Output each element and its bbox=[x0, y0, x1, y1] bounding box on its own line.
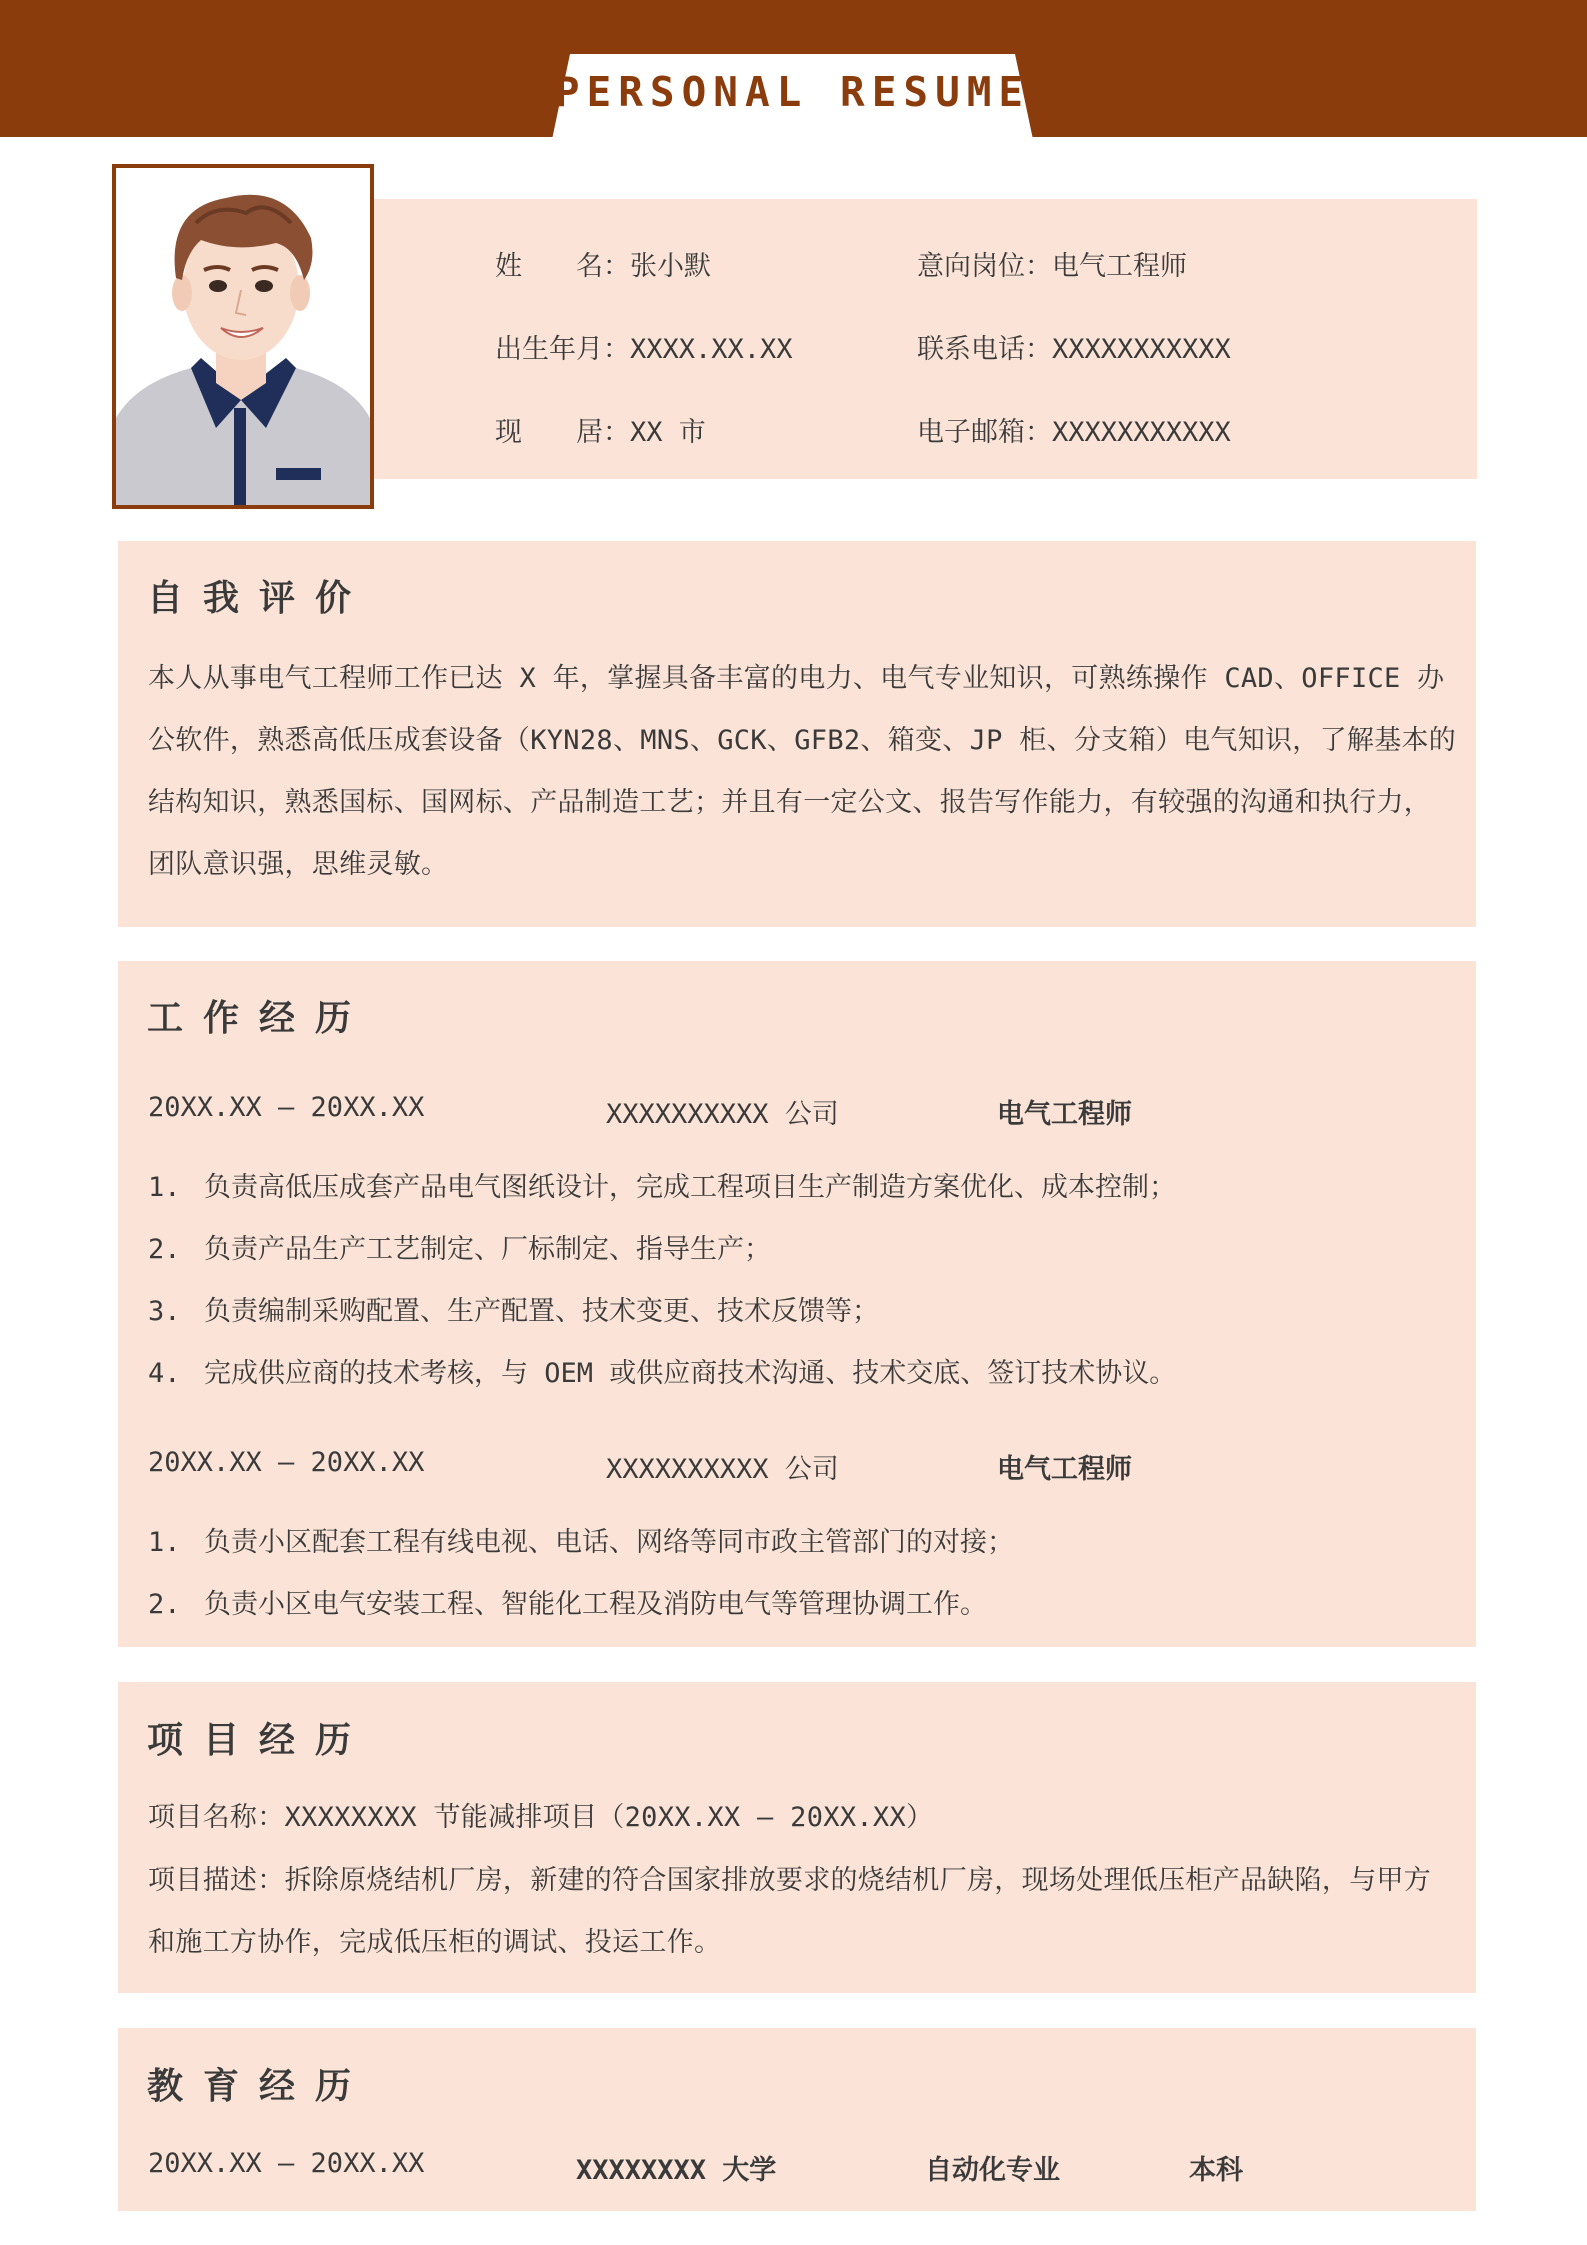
job-1-duty-1: 1. 负责高低压成套产品电气图纸设计，完成工程项目生产制造方案优化、成本控制； bbox=[148, 1172, 1176, 1203]
name-label: 姓 名： bbox=[495, 251, 630, 282]
email-value: XXXXXXXXXXX bbox=[1052, 417, 1231, 448]
self-evaluation-title: 自我评价 bbox=[147, 578, 372, 619]
birth-value: XXXX.XX.XX bbox=[630, 334, 793, 365]
residence-field bbox=[495, 410, 706, 449]
name-value: 张小默 bbox=[630, 251, 711, 282]
job-2-duty-1: 1. 负责小区配套工程有线电视、电话、网络等同市政主管部门的对接； bbox=[148, 1527, 1014, 1558]
job-1-duty-2: 2. 负责产品生产工艺制定、厂标制定、指导生产； bbox=[148, 1234, 771, 1265]
position-value: 电气工程师 bbox=[1052, 251, 1187, 282]
residence-value: XX 市 bbox=[630, 417, 706, 448]
education-title: 教育经历 bbox=[147, 2066, 372, 2107]
education-school: XXXXXXXX 大学 bbox=[576, 2155, 777, 2186]
education-period: 20XX.XX – 20XX.XX bbox=[148, 2148, 425, 2179]
birth-label: 出生年月： bbox=[495, 334, 630, 365]
resume-title: PERSONAL RESUME bbox=[554, 68, 1031, 116]
self-evaluation-text: 本人从事电气工程师工作已达 X 年，掌握具备丰富的电力、电气专业知识，可熟练操作 CAD、OFFICE 办公软件，熟悉高低压成套设备（KYN28、MNS、GCK、GFB2、箱变、JP 柜、分支箱）电气知识，了解基本的结构知识，熟悉国标、国网标、产品制造工艺；并且有一定公文、报告写作能力，有较强的沟通和执行力，团队意识强，思维灵敏。 bbox=[148, 663, 1457, 880]
phone-field bbox=[917, 327, 1231, 366]
residence-label: 现 居： bbox=[495, 417, 630, 448]
project-description: 项目描述：拆除原烧结机厂房，新建的符合国家排放要求的烧结机厂房，现场处理低压柜产品缺陷，与甲方和施工方协作，完成低压柜的调试、投运工作。 bbox=[148, 1865, 1432, 1958]
education-degree: 本科 bbox=[1189, 2155, 1243, 2186]
job-1-duty-3: 3. 负责编制采购配置、生产配置、技术变更、技术反馈等； bbox=[148, 1296, 879, 1327]
project-name-line: 项目名称：XXXXXXXX 节能减排项目（20XX.XX – 20XX.XX） bbox=[148, 1802, 934, 1833]
work-experience-title: 工作经历 bbox=[147, 998, 372, 1039]
position-field bbox=[917, 244, 1187, 283]
job-2-company: XXXXXXXXXX 公司 bbox=[606, 1454, 839, 1485]
position-label: 意向岗位： bbox=[917, 251, 1052, 282]
phone-value: XXXXXXXXXXX bbox=[1052, 334, 1231, 365]
avatar-illustration bbox=[116, 168, 370, 505]
birth-field bbox=[495, 327, 793, 366]
education-panel bbox=[118, 2028, 1476, 2211]
job-1-company: XXXXXXXXXX 公司 bbox=[606, 1099, 839, 1130]
job-2-period: 20XX.XX – 20XX.XX bbox=[148, 1447, 425, 1478]
job-1-role: 电气工程师 bbox=[997, 1099, 1132, 1130]
job-1-duty-4: 4. 完成供应商的技术考核，与 OEM 或供应商技术沟通、技术交底、签订技术协议。 bbox=[148, 1358, 1177, 1389]
profile-photo bbox=[112, 164, 374, 509]
job-2-duty-2: 2. 负责小区电气安装工程、智能化工程及消防电气等管理协调工作。 bbox=[148, 1589, 987, 1620]
job-1-period: 20XX.XX – 20XX.XX bbox=[148, 1092, 425, 1123]
job-2-role: 电气工程师 bbox=[997, 1454, 1132, 1485]
project-experience-title: 项目经历 bbox=[147, 1720, 372, 1761]
email-label: 电子邮箱： bbox=[917, 417, 1052, 448]
education-major: 自动化专业 bbox=[925, 2155, 1060, 2186]
phone-label: 联系电话： bbox=[917, 334, 1052, 365]
email-field bbox=[917, 410, 1231, 449]
name-field bbox=[495, 244, 711, 283]
